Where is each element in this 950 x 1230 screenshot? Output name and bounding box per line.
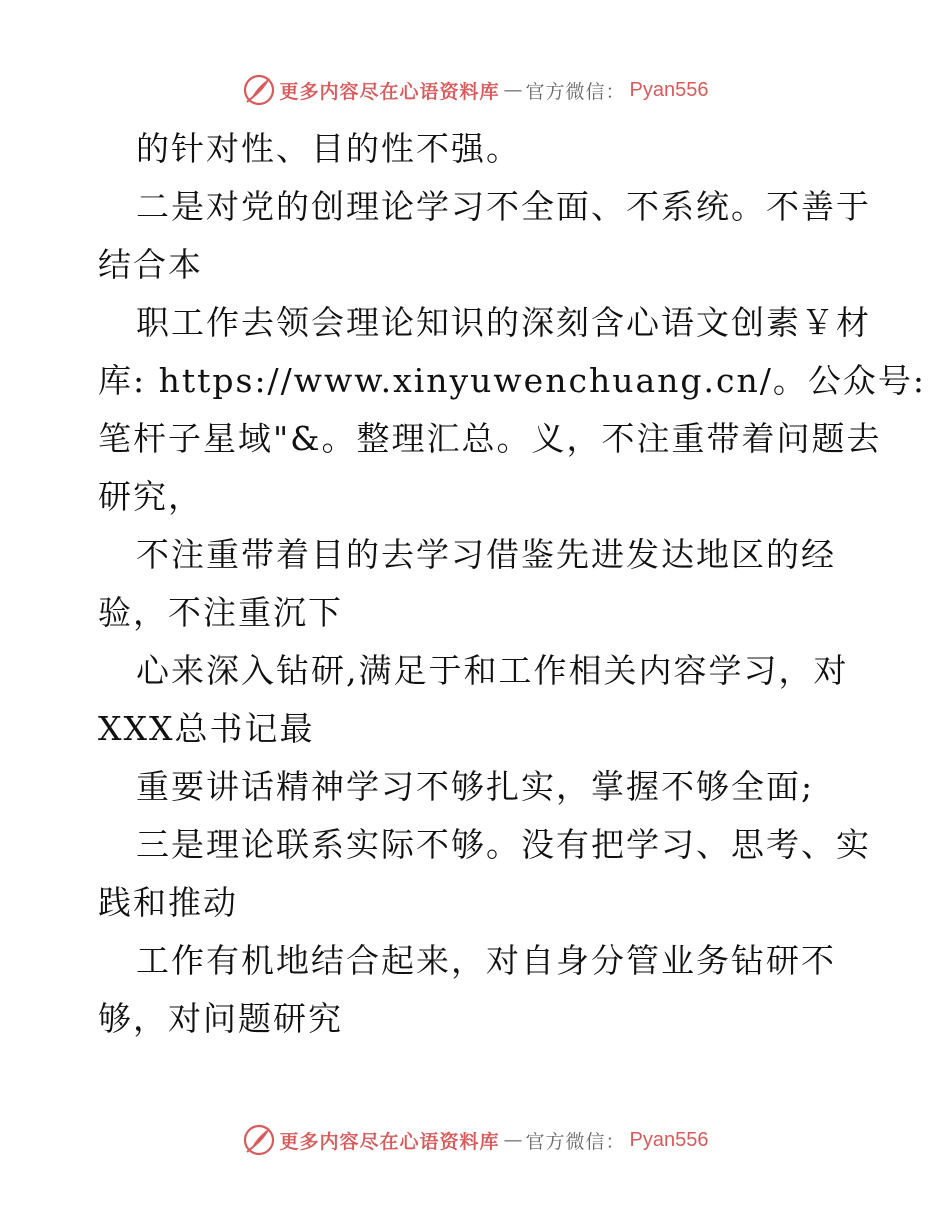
body-line: 研究， — [98, 477, 203, 516]
banner-wechat-id: Pyan556 — [629, 1128, 709, 1151]
body-line: 笔杆子星域"&。整理汇总。义，不注重带着问题去 — [98, 419, 882, 458]
body-line: 验，不注重沉下 — [98, 593, 343, 632]
body-line: 二是对党的创理论学习不全面、不系统。不善于 — [136, 187, 871, 226]
banner-wechat-label: 官方微信： — [525, 1130, 626, 1153]
document-body — [98, 120, 926, 1048]
body-line: 三是理论联系实际不够。没有把学习、思考、实 — [136, 825, 871, 864]
body-line: 的针对性、目的性不强。 — [136, 129, 521, 168]
body-line: XXX总书记最 — [98, 709, 315, 748]
quill-pen-circle-icon — [242, 73, 276, 107]
body-line: 结合本 — [98, 245, 203, 284]
banner-separator: — — [503, 79, 522, 101]
footer-banner — [0, 1120, 950, 1160]
banner-separator: — — [503, 1129, 522, 1151]
banner-main-text: 更多内容尽在心语资料库 — [279, 1130, 500, 1153]
body-line: 不注重带着目的去学习借鉴先进发达地区的经 — [136, 535, 836, 574]
body-line: 库: https://www.xinyuwenchuang.cn/。公众号: — [98, 361, 926, 400]
body-line: 职工作去领会理论知识的深刻含心语文创素￥材 — [136, 303, 871, 342]
banner-wechat-id: Pyan556 — [629, 78, 709, 101]
body-line: 践和推动 — [98, 883, 238, 922]
banner-wechat-label: 官方微信： — [525, 80, 626, 103]
body-line: 重要讲话精神学习不够扎实，掌握不够全面; — [136, 767, 815, 806]
banner-main-text: 更多内容尽在心语资料库 — [279, 80, 500, 103]
body-line: 够，对问题研究 — [98, 999, 343, 1038]
body-line: 心来深入钻研,满足于和工作相关内容学习，对 — [136, 651, 849, 690]
header-banner — [0, 70, 950, 110]
quill-pen-circle-icon — [242, 1123, 276, 1157]
body-line: 工作有机地结合起来，对自身分管业务钻研不 — [136, 941, 836, 980]
